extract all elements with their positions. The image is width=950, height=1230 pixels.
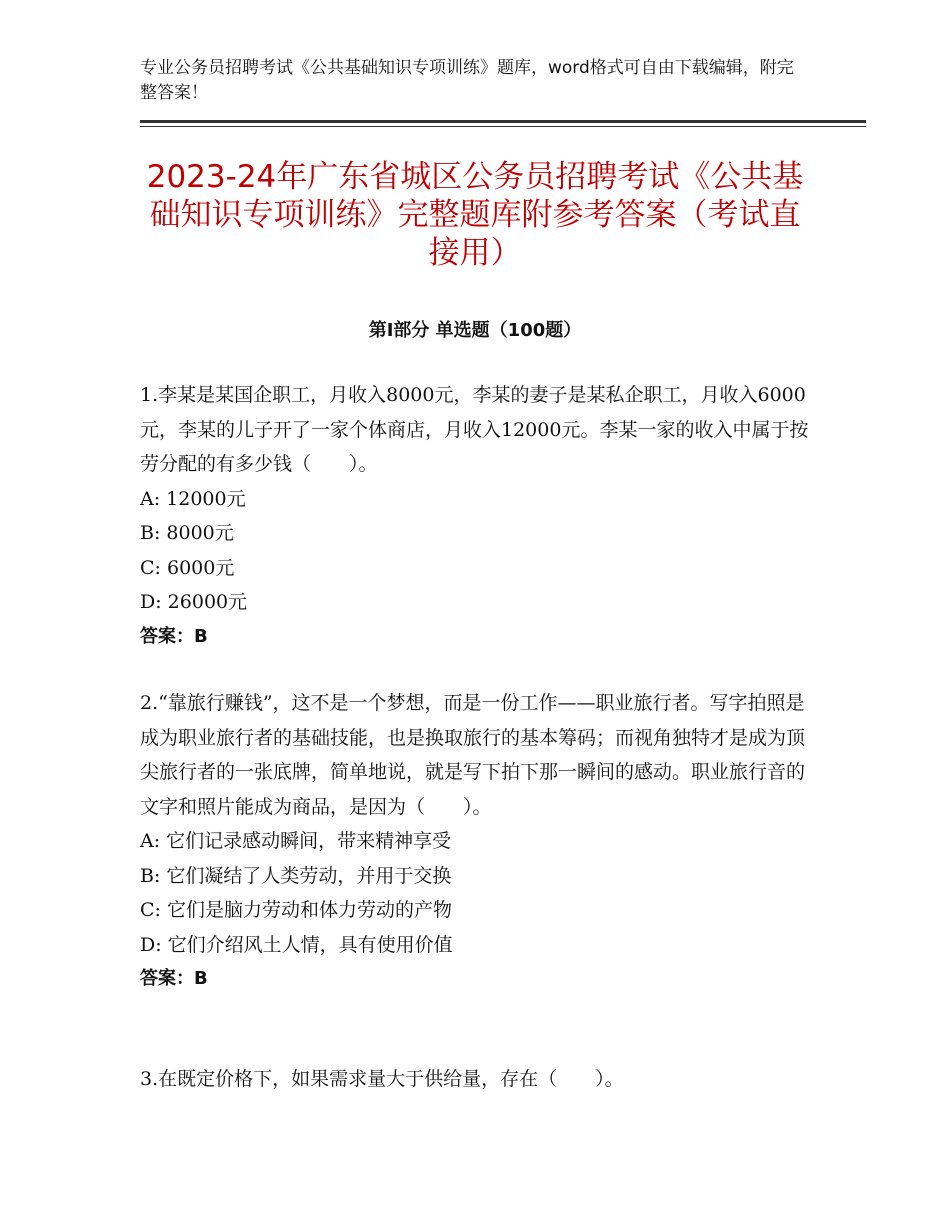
option-b: B: 它们凝结了人类劳动，并用于交换 <box>140 864 452 887</box>
question-stem: 2.“靠旅行赚钱”，这不是一个梦想，而是一份工作——职业旅行者。写字拍照是成为职业旅行者的基础技能，也是换取旅行的基本筹码；而视角独特才是成为顶尖旅行者的一张底牌，简单地说，就是写下拍下那一瞬间的感动。职业旅行音的文字和照片能成为商品，是因为（ ）。 <box>140 692 806 818</box>
question-stem: 1.李某是某国企职工，月收入8000元，李某的妻子是某私企职工，月收入6000元，李某的儿子开了一家个体商店，月收入12000元。李某一家的收入中属于按劳分配的有多少钱（ ）。 <box>140 384 809 475</box>
question-1 <box>140 378 810 654</box>
option-c: C: 6000元 <box>140 556 235 579</box>
option-a: A: 它们记录感动瞬间，带来精神享受 <box>140 830 452 852</box>
option-b: B: 8000元 <box>140 522 234 544</box>
question-2 <box>140 686 810 997</box>
section-heading: 第I部分 单选题（100题） <box>368 320 582 341</box>
option-d: D: 它们介绍风土人情，具有使用价值 <box>140 933 453 956</box>
option-d: D: 26000元 <box>140 591 248 613</box>
option-a: A: 12000元 <box>140 487 246 510</box>
answer-label: 答案：B <box>140 625 208 647</box>
document-title: 2023-24年广东省城区公务员招聘考试《公共基础知识专项训练》完整题库附参考答案（考试直接用） <box>146 159 804 271</box>
question-stem: 3.在既定价格下，如果需求量大于供给量，存在（ ）。 <box>140 1068 624 1090</box>
header-note: 专业公务员招聘考试《公共基础知识专项训练》题库，word格式可自由下载编辑，附完整答案！ <box>140 58 794 103</box>
option-c: C: 它们是脑力劳动和体力劳动的产物 <box>140 899 452 921</box>
answer-label: 答案：B <box>140 968 208 989</box>
question-3 <box>140 1062 810 1097</box>
header-divider-thin <box>140 126 866 127</box>
header-divider-thick <box>140 120 866 123</box>
